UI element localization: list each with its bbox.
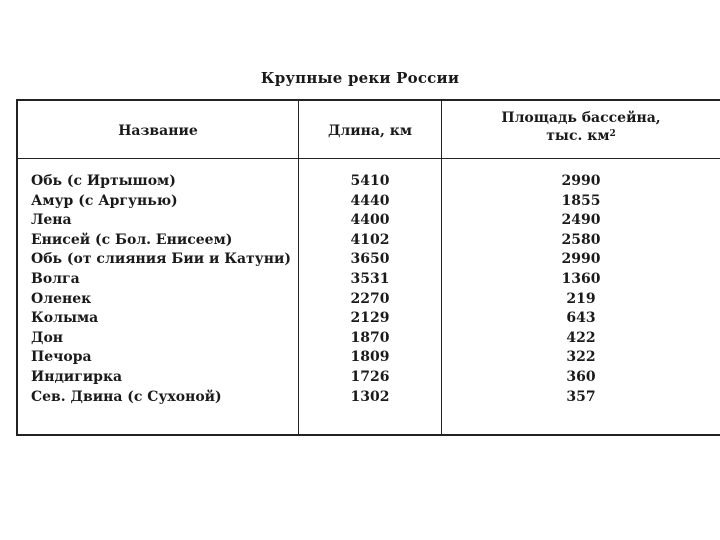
table-row [0, 348, 720, 368]
basin-area: 1855 [561, 192, 601, 209]
basin-area: 2990 [561, 173, 601, 189]
table-row [0, 172, 720, 192]
table-body [0, 172, 720, 407]
area-unit-superscript: 2 [609, 129, 616, 139]
river-name: Лена [31, 212, 72, 229]
river-name: Сев. Двина (с Сухоной) [31, 388, 222, 405]
river-name: Печора [31, 349, 92, 366]
river-length: 4440 [350, 192, 390, 209]
river-name: Волга [31, 270, 80, 287]
basin-area: 643 [566, 310, 596, 327]
table-row [0, 270, 720, 290]
river-name: Индигирка [31, 368, 123, 385]
river-length: 4102 [350, 231, 390, 248]
river-length: 1809 [350, 349, 390, 366]
table-row [0, 192, 720, 212]
table-row [0, 211, 720, 231]
river-length: 1726 [350, 368, 390, 385]
river-name: Амур (с Аргунью) [31, 192, 178, 209]
basin-area: 357 [566, 388, 596, 405]
table-row [0, 290, 720, 310]
river-length: 5410 [350, 173, 390, 189]
table-row [0, 231, 720, 251]
column-header-area [442, 109, 720, 145]
basin-area: 2490 [561, 212, 601, 229]
table-title: Крупные реки России [260, 69, 460, 87]
river-length: 3650 [350, 251, 390, 268]
basin-area: 322 [566, 349, 596, 366]
river-name: Енисей (с Бол. Енисеем) [31, 231, 233, 248]
river-length: 1870 [350, 329, 390, 346]
table-row [0, 250, 720, 270]
table-row [0, 388, 720, 408]
column-header-area-line1: Площадь бассейна, [501, 110, 661, 126]
basin-area: 422 [566, 329, 596, 346]
column-header-length: Длина, км [327, 123, 413, 139]
basin-area: 2990 [561, 251, 601, 268]
river-length: 1302 [350, 388, 390, 405]
river-name: Обь (от слияния Бии и Катуни) [31, 251, 291, 268]
river-length: 4400 [350, 212, 390, 229]
area-unit: тыс. км [546, 128, 610, 144]
column-header-name: Название [118, 123, 198, 139]
column-header-area-line2 [442, 127, 720, 145]
header-divider [16, 158, 720, 159]
river-name: Дон [31, 329, 64, 346]
table-row [0, 309, 720, 329]
basin-area: 360 [566, 368, 596, 385]
river-length: 3531 [350, 270, 390, 287]
basin-area: 1360 [561, 270, 601, 287]
river-name: Оленек [31, 290, 92, 307]
table-row [0, 329, 720, 349]
river-length: 2129 [350, 310, 390, 327]
basin-area: 219 [566, 290, 596, 307]
river-length: 2270 [350, 290, 390, 307]
river-name: Колыма [31, 310, 99, 327]
river-name: Обь (с Иртышом) [31, 173, 176, 189]
table-row [0, 368, 720, 388]
basin-area: 2580 [561, 231, 601, 248]
